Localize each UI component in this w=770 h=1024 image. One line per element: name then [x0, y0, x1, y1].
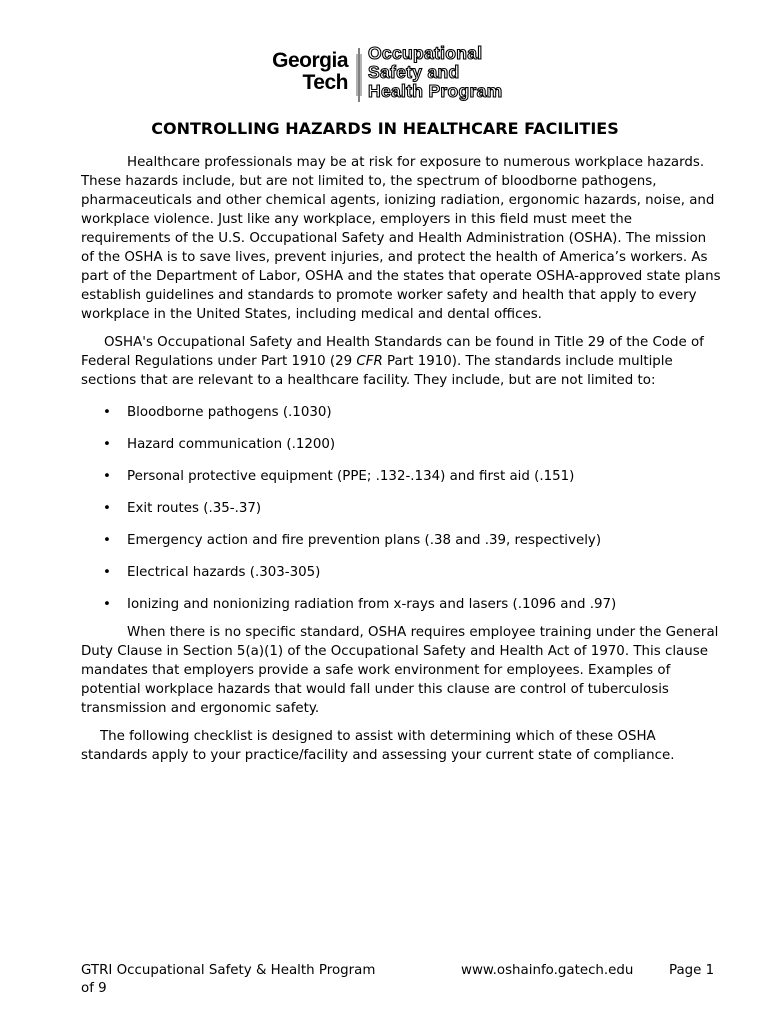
list-item-text: Hazard communication (.1200)	[127, 437, 336, 452]
logo-tech-text: Tech	[302, 71, 348, 94]
logo-divider-icon	[354, 48, 364, 102]
logo-occupational-text: Occupational	[368, 43, 483, 63]
list-item	[81, 531, 721, 550]
list-item	[81, 435, 721, 454]
document-body	[81, 153, 721, 765]
list-item	[81, 467, 721, 486]
footer-page-total: of 9	[81, 981, 107, 996]
footer-url-link[interactable]: www.oshainfo.gatech.edu	[461, 963, 634, 978]
list-item	[81, 499, 721, 518]
list-item	[81, 403, 721, 422]
list-item-text: Exit routes (.35-.37)	[127, 501, 262, 516]
list-item-text: Electrical hazards (.303-305)	[127, 565, 321, 580]
checklist-paragraph: The following checklist is designed to assist with determining which of these OSHA standards apply to your practice/facility and assessing your current state of compliance.	[81, 729, 675, 763]
bullet-icon: •	[103, 405, 111, 420]
logo-georgia-text: Georgia	[272, 49, 348, 72]
standards-text-before: OSHA's Occupational Safety and Health Standards can be found in Title 29 of the Code of Federal Regulations under Part 1910 (29	[81, 335, 704, 369]
bullet-icon: •	[103, 437, 111, 452]
intro-paragraph: Healthcare professionals may be at risk for exposure to numerous workplace hazards. These hazards include, but are not limited to, the spectrum of bloodborne pathogens, pharmaceuticals and other chemical agents, ionizing radiation, ergonomic hazards, noise, and workplace violence. Just like any workplace, employers in this field must meet the requirements of the U.S. Occupational Safety and Health Administration (OSHA). The mission of the OSHA is to save lives, prevent injuries, and protect the health of America’s workers. As part of the Department of Labor, OSHA and the states that operate OSHA-approved state plans establish guidelines and standards to promote worker safety and health that apply to every workplace in the United States, including medical and dental offices.	[81, 155, 721, 322]
bullet-icon: •	[103, 533, 111, 548]
program-wordmark	[368, 44, 503, 101]
list-item	[81, 563, 721, 582]
logo-safety-text: Safety and	[368, 62, 460, 82]
georgia-tech-wordmark	[246, 50, 348, 94]
list-item	[81, 595, 721, 614]
bullet-icon: •	[103, 501, 111, 516]
standards-paragraph	[81, 333, 721, 390]
footer-program-name: GTRI Occupational Safety & Health Program	[81, 963, 376, 978]
list-item-text: Bloodborne pathogens (.1030)	[127, 405, 332, 420]
list-item-text: Ionizing and nonionizing radiation from x-rays and lasers (.1096 and .97)	[127, 597, 617, 612]
logo-health-program-text: Health Program	[368, 81, 503, 101]
bullet-icon: •	[103, 469, 111, 484]
list-item-text: Emergency action and fire prevention plans (.38 and .39, respectively)	[127, 533, 602, 548]
general-duty-paragraph: When there is no specific standard, OSHA requires employee training under the General Duty Clause in Section 5(a)(1) of the Occupational Safety and Health Act of 1970. This clause mandates that employers provide a safe work environment for employees. Examples of potential workplace hazards that would fall under this clause are control of tuberculosis transmission and ergonomic safety.	[81, 625, 719, 716]
list-item-text: Personal protective equipment (PPE; .132-.134) and first aid (.151)	[127, 469, 575, 484]
bullet-icon: •	[103, 565, 111, 580]
logo	[246, 44, 556, 102]
standards-list	[81, 403, 721, 614]
standards-text-after: Part 1910). The standards include multiple sections that are relevant to a healthcare facility. They include, but are not limited to:	[81, 354, 673, 388]
bullet-icon: •	[103, 597, 111, 612]
cfr-italic: CFR	[356, 354, 383, 369]
page-title: CONTROLLING HAZARDS IN HEALTHCARE FACILITIES	[151, 119, 619, 138]
footer-page-number: Page 1	[669, 963, 715, 978]
